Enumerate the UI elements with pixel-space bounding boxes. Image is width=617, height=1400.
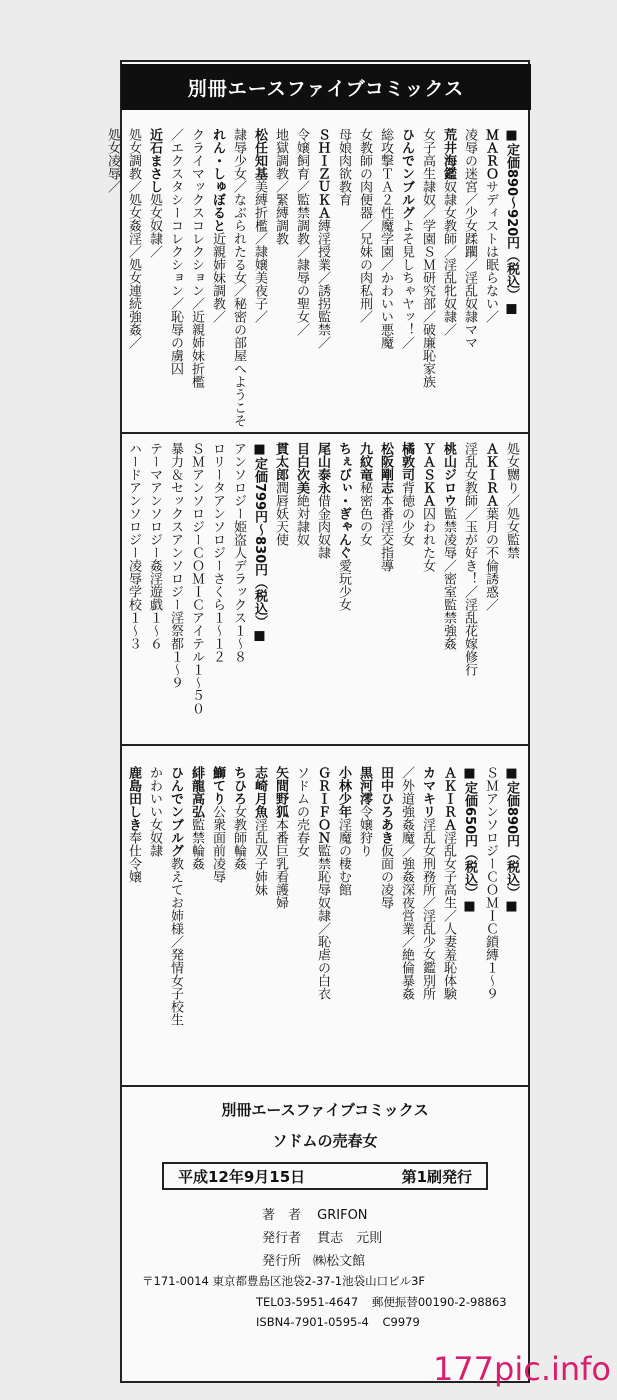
author-name: 近石まさし (147, 128, 162, 193)
catalog-line: 女子高生隷奴／学園ＳＭ研究部／破廉恥家族 (420, 128, 435, 388)
book-titles: 教えてお姉様／発情女子校生 (168, 857, 183, 1026)
author-row (262, 1204, 368, 1223)
colophon (120, 1085, 530, 1383)
book-titles: 葉月の不倫誘惑／ (483, 507, 498, 611)
publisher-row (262, 1227, 382, 1246)
book-titles: 奴隷女教師／淫乱牝奴隷／ (441, 180, 456, 336)
author-name: 桃山ジロウ (441, 442, 456, 507)
catalog-columns-3 (123, 766, 522, 1066)
book-titles: 監禁凌辱／密室監禁強姦 (441, 507, 456, 650)
catalog-line (333, 766, 354, 1066)
book-titles: 奉仕令嬢 (126, 831, 141, 883)
author-name: カマキリ (420, 766, 435, 818)
catalog-line: 暴力＆セックスアンソロジー淫祭都１〜９ (168, 442, 183, 689)
book-titles: 潤唇妖天使 (273, 481, 288, 546)
catalog-line: かわいい女奴隷 (147, 766, 162, 857)
book-titles: よそ見しちゃヤッ！／ (399, 219, 414, 349)
catalog-line: 母娘肉欲教育 (336, 128, 351, 206)
book-titles: 本番淫交指導 (378, 494, 393, 572)
address: 〒171-0014 東京都豊島区池袋2-37-1池袋山口ビル3F (142, 1274, 426, 1288)
book-titles: 愛玩少女 (336, 559, 351, 611)
catalog-line (291, 442, 312, 732)
catalog-line (438, 442, 459, 732)
catalog-line: 処女調教／処女姦淫／処女連続強姦／ (126, 128, 141, 349)
catalog-line (333, 442, 354, 732)
author-name: 小林少年 (336, 766, 351, 818)
author-name: ＡＫＩＲＡ (483, 442, 498, 507)
catalog-section-1 (105, 110, 530, 432)
author-name: ＡＫＩＲＡ (441, 766, 456, 831)
catalog-line (417, 766, 438, 1066)
author-name: ＧＲＩＦＯＮ (315, 766, 330, 844)
catalog-line (186, 766, 207, 1066)
publisher-name: 貫志 元則 (317, 1231, 383, 1246)
catalog-line (270, 442, 291, 732)
book-titles: 監禁恥辱奴隷／恥虐の白衣 (315, 844, 330, 1000)
catalog-line: 処女嬲り／処女監禁 (504, 442, 519, 559)
catalog-line: 総攻撃ＴＡ２性魔学園／かわいい悪魔 (378, 128, 393, 349)
book-titles: 美縛折檻／隷嬢美夜子／ (252, 180, 267, 323)
book-titles: 淫魔の棲む館 (336, 818, 351, 896)
catalog-line: アンソロジー姫盗人デラックス１〜８ (231, 442, 246, 663)
catalog-line (396, 442, 417, 732)
catalog-line (249, 128, 270, 424)
catalog-line: クライマックスコレクション／近親姉妹折檻 (189, 128, 204, 388)
catalog-line: ＳＭアンソロジーＣＯＭＩＣアイテル１〜５０ (189, 442, 204, 715)
catalog-line (165, 766, 186, 1066)
catalog-line (228, 766, 249, 1066)
book-titles: 処女奴隷／ (147, 193, 162, 258)
colophon-book-title: ソドムの売春女 (272, 1132, 378, 1150)
isbn-row (256, 1315, 420, 1329)
author-name: 田中ひろあき (378, 766, 393, 844)
price-line: ■定価799円〜830円（税込）■ (252, 442, 267, 644)
price-line: ■定価650円（税込）■ (462, 766, 477, 915)
catalog-line: ＳＭアンソロジーＣＯＭＩＣ鎖縛１〜９ (483, 766, 498, 1000)
office-label: 発行所 (262, 1254, 302, 1269)
catalog-line (417, 442, 438, 732)
book-titles: 淫乱女刑務所／淫乱少女鑑別所 (420, 818, 435, 1000)
book-titles: 令嬢狩り (357, 805, 372, 857)
author-name: 鰤てり (210, 766, 225, 805)
book-titles: 借金肉奴隷 (315, 494, 330, 559)
author-name: ひんでンブルグ (168, 766, 183, 857)
price-line: ■定価890円（税込）■ (504, 766, 519, 915)
catalog-columns-1 (102, 128, 522, 427)
catalog-line: ／外道強姦魔／強姦深夜営業／絶倫暴姦 (399, 766, 414, 1000)
catalog-line: 地獄調教／緊縛調教 (273, 128, 288, 245)
catalog-line: 凌辱の迷宮／少女蹂躙／淫乱奴隷ママ (462, 128, 477, 349)
catalog-line (207, 766, 228, 1066)
book-titles: 秘密色の女 (357, 481, 372, 546)
catalog-line (312, 128, 333, 424)
book-titles: 絶対隷奴 (294, 494, 309, 546)
author-name: 松阪剛志 (378, 442, 393, 494)
book-titles: 近親姉妹調教／ (210, 232, 225, 323)
catalog-line: ハードアンソロジー凌辱学校１〜３ (126, 442, 141, 650)
author-name: ＳＨＩＺＵＫＡ (315, 128, 330, 219)
author-name: 松任知基 (252, 128, 267, 180)
catalog-line (375, 766, 396, 1066)
book-titles: 監禁輪姦 (189, 818, 204, 870)
catalog-line: 女教師の肉便器／兄妹の肉私刑／ (357, 128, 372, 323)
phone: TEL03-5951-4647 (256, 1295, 359, 1309)
author-label: 著 者 (262, 1208, 302, 1223)
catalog-line: ／エクスタシーコレクション／恥辱の虜囚 (168, 128, 183, 375)
office-row (262, 1250, 365, 1269)
author-name: れん・しゅぼると (210, 128, 225, 232)
book-titles: 縛淫授業／誘拐監禁／ (315, 219, 330, 349)
catalog-line: ソドムの売春女 (294, 766, 309, 857)
catalog-line (480, 442, 501, 732)
watermark-text: 177pic.info (432, 1350, 611, 1388)
price-line: ■定価890〜920円（税込）■ (504, 128, 519, 317)
catalog-line (312, 442, 333, 732)
office-name: ㈱松文館 (313, 1254, 366, 1269)
postal-transfer: 郵便振替00190-2-98863 (371, 1295, 507, 1309)
book-titles: 公衆面前凌辱 (210, 805, 225, 883)
author-name: 緋龍高弘 (189, 766, 204, 818)
catalog-line (354, 442, 375, 732)
catalog-line: 処女凌辱／ (105, 128, 120, 193)
author-name: 橘敦司 (399, 442, 414, 481)
author-name: 鹿島田しき (126, 766, 141, 831)
book-titles: 仮面の凌辱 (378, 844, 393, 909)
author-name: GRIFON (317, 1208, 368, 1223)
book-titles: 本番巨乳看護婦 (273, 818, 288, 909)
catalog-line (207, 128, 228, 424)
book-titles: 女教師輪姦 (231, 805, 246, 870)
catalog-line: 隷辱少女／なぶられたる女／秘密の部屋へようこそ (231, 128, 246, 427)
author-name: ちぇびぃ・ぎゃんぐ (336, 442, 351, 559)
author-name: 目白次美 (294, 442, 309, 494)
isbn: ISBN4-7901-0595-4 (256, 1315, 369, 1329)
author-name: 黒河澪 (357, 766, 372, 805)
author-name: 貫太郎 (273, 442, 288, 481)
book-titles: サディストは眠らない／ (483, 180, 498, 323)
catalog-line (270, 766, 291, 1066)
catalog-line (123, 766, 144, 1066)
author-name: 荒井海鑑 (441, 128, 456, 180)
catalog-line (438, 766, 459, 1066)
catalog-section-3 (120, 744, 530, 1085)
classification-code: C9979 (382, 1315, 420, 1329)
catalog-line (375, 442, 396, 732)
colophon-series: 別冊エースファイブコミックス (221, 1101, 429, 1119)
catalog-line (249, 766, 270, 1066)
publication-date: 平成12年9月15日 (178, 1167, 306, 1186)
catalog-section-2 (120, 432, 530, 744)
catalog-line: 淫乱女教師／玉が好き！／淫乱花嫁修行 (462, 442, 477, 676)
author-name: ひんでンブルグ (399, 128, 414, 219)
catalog-line (396, 128, 417, 424)
catalog-line (144, 128, 165, 424)
edition-label: 第1刷発行 (401, 1167, 472, 1186)
author-name: 尾山泰永 (315, 442, 330, 494)
publication-date-box (162, 1162, 488, 1190)
book-titles: 淫乱双子姉妹 (252, 818, 267, 896)
catalog-line: テーマアンソロジー姦淫遊戯１〜６ (147, 442, 162, 650)
author-name: ＹＡＳＫＡ (420, 442, 435, 507)
catalog-line (354, 766, 375, 1066)
author-name: 九紋竜 (357, 442, 372, 481)
catalog-line: 令嬢飼育／監禁調教／隷辱の聖女／ (294, 128, 309, 336)
series-header: 別冊エースファイブコミックス (121, 64, 531, 110)
catalog-line (312, 766, 333, 1066)
catalog-columns-2 (123, 442, 522, 732)
catalog-line (480, 128, 501, 424)
phone-row (256, 1294, 507, 1310)
author-name: 志崎月魚 (252, 766, 267, 818)
author-name: ＭＡＲＯ (483, 128, 498, 180)
catalog-line: ロリータアンソロジーさくら１〜１２ (210, 442, 225, 663)
publisher-label: 発行者 (262, 1231, 302, 1246)
book-titles: 囚われた女 (420, 507, 435, 572)
author-name: ちひろ (231, 766, 246, 805)
book-titles: 淫乱女子高生／人妻羞恥体験 (441, 831, 456, 1000)
book-titles: 背徳の少女 (399, 481, 414, 546)
catalog-line (438, 128, 459, 424)
author-name: 矢間野狐 (273, 766, 288, 818)
